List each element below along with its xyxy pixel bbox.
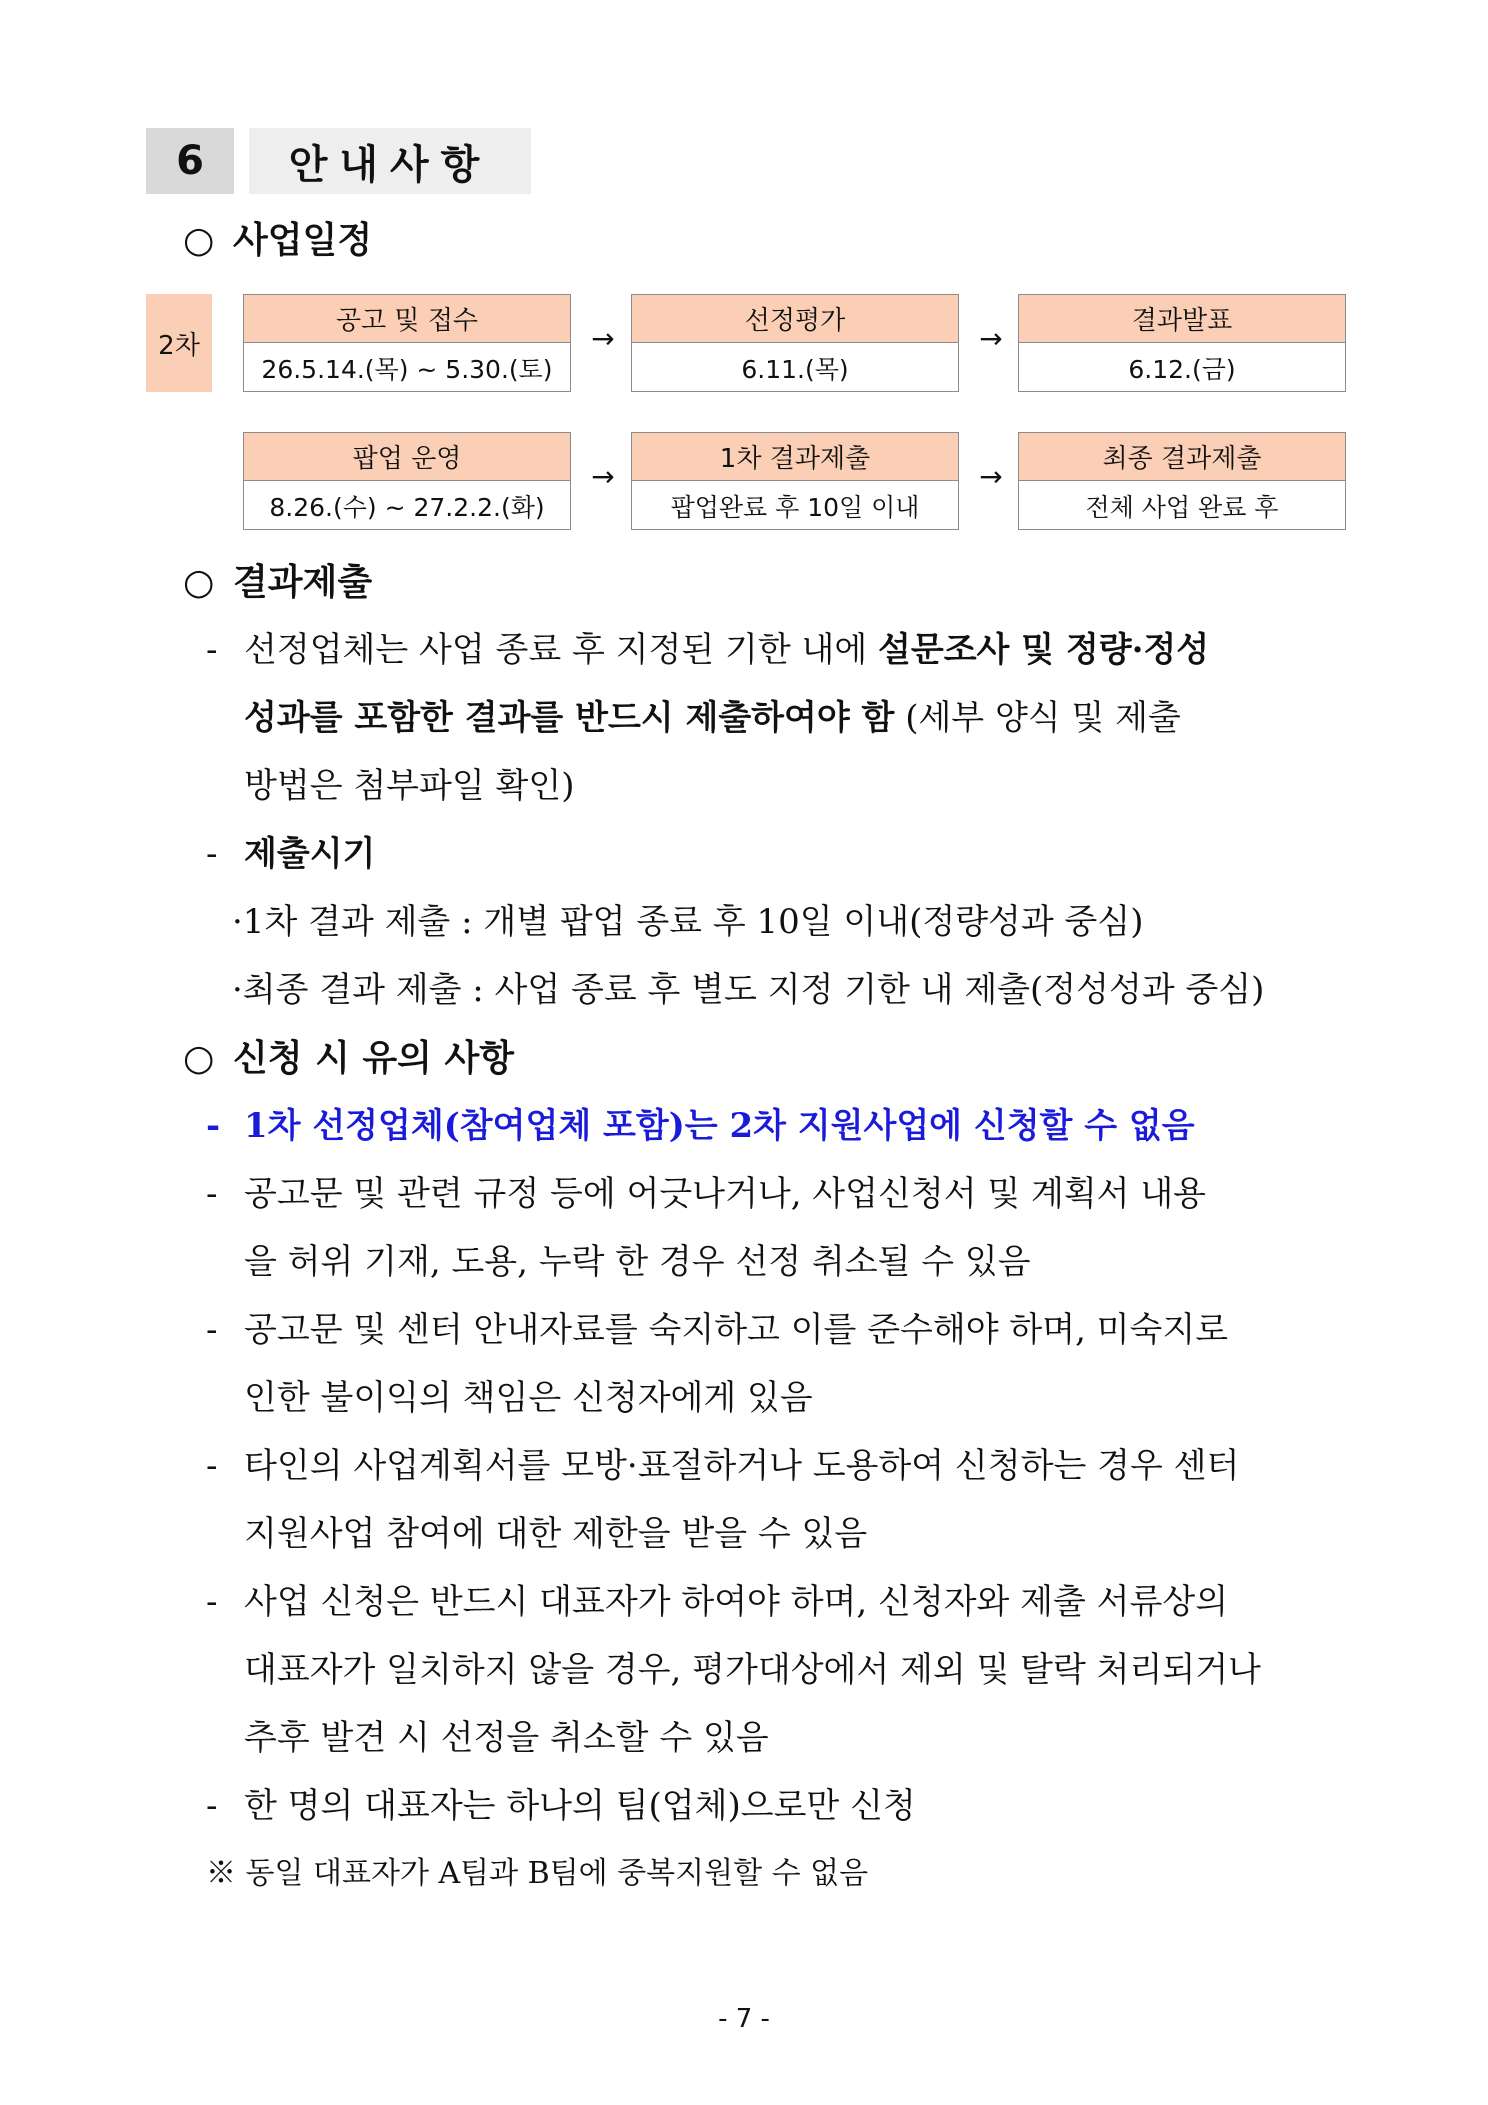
section-title: 안내사항 <box>249 128 531 194</box>
result-emphasis: 설문조사 및 정량·정성 <box>878 630 1210 670</box>
step-title: 결과발표 <box>1019 295 1345 343</box>
notes-item-cont: 추후 발견 시 선정을 취소할 수 있음 <box>244 1718 769 1758</box>
notes-heading-text: 신청 시 유의 사항 <box>233 1037 515 1079</box>
arrow-right-icon: → <box>591 460 615 493</box>
notes-heading <box>183 1036 514 1081</box>
dash-bullet-icon: - <box>206 1786 218 1826</box>
schedule-heading <box>183 218 372 263</box>
arrow-right-icon: → <box>979 322 1003 355</box>
notes-footnote: ※ 동일 대표자가 A팀과 B팀에 중복지원할 수 없음 <box>206 1856 869 1891</box>
notes-text: 타인의 사업계획서를 모방·표절하거나 도용하여 신청하는 경우 센터 <box>244 1446 1240 1486</box>
page-number: - 7 - <box>718 2004 770 2034</box>
notes-text: 사업 신청은 반드시 대표자가 하여야 하며, 신청자와 제출 서류상의 <box>244 1582 1229 1622</box>
schedule-step-final-report <box>1018 432 1346 530</box>
result-text: (세부 양식 및 제출 <box>894 698 1181 738</box>
notes-item-cont: 인한 불이익의 책임은 신청자에게 있음 <box>244 1378 813 1418</box>
notes-item <box>206 1104 1195 1148</box>
notes-text: 한 명의 대표자는 하나의 팀(업체)으로만 신청 <box>244 1786 916 1826</box>
result-paragraph-line <box>244 696 1181 740</box>
dash-bullet-icon: - <box>206 1106 221 1146</box>
notes-item <box>206 1784 916 1828</box>
timing-item: ·1차 결과 제출 : 개별 팝업 종료 후 10일 이내(정량성과 중심) <box>232 902 1144 942</box>
schedule-step-announcement <box>243 294 571 392</box>
schedule-step-announcement-result <box>1018 294 1346 392</box>
notes-item-cont: 을 허위 기재, 도용, 누락 한 경우 선정 취소될 수 있음 <box>244 1242 1031 1282</box>
notes-item <box>206 1172 1206 1216</box>
step-date: 6.12.(금) <box>1128 354 1236 384</box>
step-date: 팝업완료 후 10일 이내 <box>670 492 920 522</box>
schedule-step-evaluation <box>631 294 959 392</box>
result-paragraph-line: 방법은 첨부파일 확인) <box>244 766 575 806</box>
circle-bullet-icon: ○ <box>183 220 215 261</box>
step-title: 공고 및 접수 <box>244 295 570 343</box>
dash-bullet-icon: - <box>206 1446 218 1486</box>
notes-item <box>206 1444 1239 1488</box>
step-date: 전체 사업 완료 후 <box>1085 492 1279 522</box>
arrow-right-icon: → <box>591 322 615 355</box>
schedule-heading-text: 사업일정 <box>233 219 373 261</box>
step-title: 선정평가 <box>632 295 958 343</box>
timing-heading <box>206 832 375 876</box>
notes-text: 공고문 및 관련 규정 등에 어긋나거나, 사업신청서 및 계획서 내용 <box>244 1174 1207 1214</box>
step-title: 1차 결과제출 <box>632 433 958 481</box>
result-emphasis: 성과를 포함한 결과를 반드시 제출하여야 함 <box>244 698 895 738</box>
schedule-step-first-report <box>631 432 959 530</box>
result-heading-text: 결과제출 <box>233 561 373 603</box>
notes-emphasis: 1차 선정업체(참여업체 포함)는 2차 지원사업에 신청할 수 없음 <box>244 1106 1195 1146</box>
step-date: 8.26.(수) ~ 27.2.2.(화) <box>269 492 545 522</box>
arrow-right-icon: → <box>979 460 1003 493</box>
dash-bullet-icon: - <box>206 834 218 874</box>
notes-item <box>206 1308 1228 1352</box>
round-label: 2차 <box>146 294 212 392</box>
step-date: 6.11.(목) <box>741 354 849 384</box>
dash-bullet-icon: - <box>206 1310 218 1350</box>
circle-bullet-icon: ○ <box>183 1038 215 1079</box>
result-heading <box>183 560 372 605</box>
notes-text: 공고문 및 센터 안내자료를 숙지하고 이를 준수해야 하며, 미숙지로 <box>244 1310 1229 1350</box>
step-title: 팝업 운영 <box>244 433 570 481</box>
notes-item-cont: 대표자가 일치하지 않을 경우, 평가대상에서 제외 및 탈락 처리되거나 <box>244 1650 1261 1690</box>
step-date: 26.5.14.(목) ~ 5.30.(토) <box>261 354 553 384</box>
dash-bullet-icon: - <box>206 630 218 670</box>
section-number: 6 <box>146 128 234 194</box>
result-text: 선정업체는 사업 종료 후 지정된 기한 내에 <box>244 630 878 670</box>
timing-item: ·최종 결과 제출 : 사업 종료 후 별도 지정 기한 내 제출(정성성과 중심) <box>232 970 1265 1010</box>
step-title: 최종 결과제출 <box>1019 433 1345 481</box>
schedule-step-popup <box>243 432 571 530</box>
notes-item-cont: 지원사업 참여에 대한 제한을 받을 수 있음 <box>244 1514 868 1554</box>
dash-bullet-icon: - <box>206 1174 218 1214</box>
timing-heading-text: 제출시기 <box>244 834 376 874</box>
dash-bullet-icon: - <box>206 1582 218 1622</box>
circle-bullet-icon: ○ <box>183 562 215 603</box>
notes-item <box>206 1580 1228 1624</box>
result-paragraph-line <box>206 628 1209 672</box>
